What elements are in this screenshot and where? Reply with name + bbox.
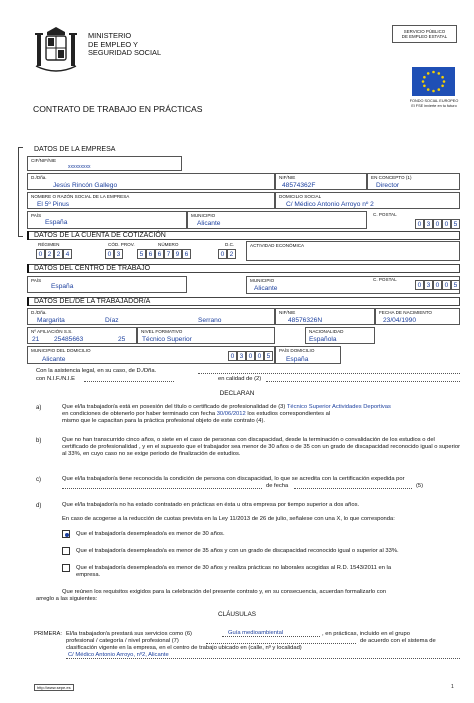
cotizacion-digit: 6 bbox=[155, 249, 164, 259]
cp-digit: 0 bbox=[433, 280, 442, 290]
item-b-text: Que no han transcurrido cinco años, o siete en el caso de personas con discapacidad, desde la terminación o convalidación de los estudios o del certificado de profesionalidad , y en el supuesto que el trabajador sea menor de 30 años o de 35 con un grado de discapacidad reconocido igual o superior al 33%, en cuyo caso no se exige periodo de finalización de estudios. bbox=[62, 437, 460, 458]
empresa-domicilio-field[interactable]: DOMICILIO SOCIAL C/ Médico Antonio Arroyo nº 2 bbox=[275, 192, 460, 209]
page-title: CONTRATO DE TRABAJO EN PRÁCTICAS bbox=[33, 104, 203, 114]
cotizacion-digit: 6 bbox=[182, 249, 191, 259]
sepe-badge: SERVICIO PÚBLICO DE EMPLEO ESTATAL bbox=[392, 25, 457, 43]
trabajador-afiliacion-field[interactable]: Nº AFILIACIÓN S.S. 21 25485663 25 bbox=[27, 327, 137, 344]
cotizacion-digit: 6 bbox=[146, 249, 155, 259]
cotizacion-digit: 0 bbox=[218, 249, 227, 259]
cp-digit: 0 bbox=[442, 219, 451, 229]
centro-cp-label: C. POSTAL bbox=[373, 277, 397, 282]
cp-digit: 3 bbox=[237, 351, 246, 361]
declaran-heading: DECLARAN bbox=[219, 390, 255, 397]
cotizacion-digit: 5 bbox=[137, 249, 146, 259]
trabajador-dona-field[interactable]: D./Dña. Margarita Díaz Serrano bbox=[27, 308, 275, 325]
option-1-text: Que el trabajador/a desempleado/a es menor de 30 años. bbox=[76, 531, 225, 537]
trabajador-nivel-field[interactable]: NIVEL FORMATIVO Técnico Superior bbox=[137, 327, 275, 344]
option-3-text: Que el trabajador/a desempleado/a es menor de 30 años y realiza prácticas no laborales acogidas al R.D. 1543/2011 en la empresa. bbox=[76, 565, 392, 579]
cif-field[interactable]: CIF/NIF/NIE xxxxxxxxx bbox=[27, 156, 182, 171]
cod-prov-label: CÓD. PROV. bbox=[108, 242, 135, 247]
reunen-text: Que reúnen los requisitos exigidos para la celebración del presente contrato y, en su consecuencia, acuerdan formalizarlo con arreglo a las siguientes: bbox=[36, 589, 387, 603]
item-d-text: Que el/la trabajador/a no ha estado contratado en prácticas en ésta u otra empresa por tiempo superior a dos años. bbox=[62, 502, 360, 508]
section-cotizacion: DATOS DE LA CUENTA DE COTIZACIÓN bbox=[27, 231, 460, 240]
footer-url-box[interactable]: http://www.sepe.es bbox=[34, 684, 74, 691]
cotizacion-digit: 2 bbox=[45, 249, 54, 259]
trabajador-nif-field[interactable]: NIF/NIE 48576326N bbox=[275, 308, 375, 325]
coat-of-arms-icon bbox=[33, 26, 79, 74]
trabajador-nacionalidad-field[interactable]: NACIONALIDAD Española bbox=[305, 327, 375, 344]
empresa-nif-field[interactable]: NIF/NIE 48574362F bbox=[275, 173, 367, 190]
cotizacion-digit: 9 bbox=[173, 249, 182, 259]
page-number: 1 bbox=[451, 684, 454, 690]
option-2-text: Que el trabajador/a desempleado/a es menor de 35 años y con un grado de discapacidad reconocido igual o superior al 33%. bbox=[76, 548, 399, 554]
empresa-left-bracket bbox=[18, 147, 23, 237]
clausulas-heading: CLÁUSULAS bbox=[217, 611, 256, 618]
section-centro: DATOS DEL CENTRO DE TRABAJO bbox=[27, 264, 460, 273]
fse-caption: FONDO SOCIAL EUROPEO El FSE invierte en tu futuro bbox=[409, 99, 459, 108]
item-c-text: Que el/la trabajador/a tiene reconocida la condición de persona con discapacidad, lo que se acredita con la certificación expedida por de fecha (5) bbox=[62, 476, 424, 490]
cp-digit: 0 bbox=[228, 351, 237, 361]
actividad-field[interactable]: ACTIVIDAD ECONÓMICA bbox=[246, 241, 460, 261]
centro-municipio-field[interactable]: MUNICIPIO Alicante bbox=[246, 276, 460, 294]
empresa-dona-field[interactable]: D./Dña. Jesús Rincón Gallego bbox=[27, 173, 275, 190]
item-a-text: Que el/la trabajador/a está en posesión del título o certificado de profesionalidad de (3) Técnico Superior Actividades Deportivas en condiciones de obtenerlo por haber terminado con fecha 30/06/2012 los estudios correspondientes al mismo que le capacitan para la práctica profesional objeto de este contrato (4). bbox=[62, 404, 391, 425]
checkbox-checked-dot bbox=[65, 533, 69, 537]
cp-digit: 0 bbox=[415, 280, 424, 290]
empresa-cp-label: C. POSTAL bbox=[373, 212, 397, 217]
cp-digit: 3 bbox=[424, 280, 433, 290]
section-empresa: DATOS DE LA EMPRESA bbox=[27, 146, 460, 155]
dc-label: D.C. bbox=[225, 242, 235, 247]
cotizacion-digit: 4 bbox=[63, 249, 72, 259]
centro-pais-field[interactable]: PAÍS España bbox=[27, 276, 187, 293]
item-c-letter: c) bbox=[36, 477, 41, 483]
cp-digit: 5 bbox=[264, 351, 273, 361]
cp-digit: 5 bbox=[451, 280, 460, 290]
empresa-razon-field[interactable]: NOMBRE O RAZÓN SOCIAL DE LA EMPRESA El 5º Pinus bbox=[27, 192, 275, 209]
cotizacion-digit: 0 bbox=[105, 249, 114, 259]
eu-flag-icon bbox=[412, 67, 455, 96]
cp-digit: 0 bbox=[255, 351, 264, 361]
cp-digit: 0 bbox=[246, 351, 255, 361]
empresa-concepto-field[interactable]: EN CONCEPTO (1) Director bbox=[367, 173, 460, 190]
cp-digit: 0 bbox=[415, 219, 424, 229]
regimen-label: RÉGIMEN bbox=[38, 242, 60, 247]
option-3-checkbox[interactable] bbox=[62, 564, 70, 572]
cp-digit: 5 bbox=[451, 219, 460, 229]
reduccion-text: En caso de acogerse a la reducción de cuotas prevista en la Ley 11/2013 de 26 de julio, señalese con una X, lo que corresponda: bbox=[62, 516, 395, 522]
cotizacion-digit: 7 bbox=[164, 249, 173, 259]
ministry-name: MINISTERIO DE EMPLEO Y SEGURIDAD SOCIAL bbox=[88, 31, 162, 58]
empresa-municipio-field[interactable]: MUNICIPIO Alicante bbox=[187, 211, 367, 229]
option-2-checkbox[interactable] bbox=[62, 547, 70, 555]
section-trabajador: DATOS DEL/DE LA TRABAJADOR/A bbox=[27, 297, 460, 306]
trabajador-municipio-field[interactable]: MUNICIPIO DEL DOMICILIO Alicante bbox=[27, 346, 275, 364]
option-1-checkbox[interactable] bbox=[62, 530, 70, 538]
empresa-pais-field[interactable]: PAÍS España bbox=[27, 211, 187, 229]
asistencia-line: Con la asistencia legal, en su caso, de D./Dña. bbox=[36, 368, 460, 375]
item-a-letter: a) bbox=[36, 405, 42, 411]
item-b-letter: b) bbox=[36, 438, 42, 444]
cotizacion-digit: 2 bbox=[54, 249, 63, 259]
numero-label: NÚMERO bbox=[158, 242, 179, 247]
item-d-letter: d) bbox=[36, 503, 42, 509]
primera-label: PRIMERA: bbox=[34, 631, 63, 637]
trabajador-nacimiento-field[interactable]: FECHA DE NACIMIENTO 23/04/1990 bbox=[375, 308, 460, 325]
cp-digit: 0 bbox=[442, 280, 451, 290]
cotizacion-digit: 0 bbox=[36, 249, 45, 259]
cp-digit: 0 bbox=[433, 219, 442, 229]
primera-text: El/la trabajador/a prestará sus servicios como (6) Guía medioambiental , en prácticas, incluido en el grupo profesional / categoría / nivel profesional (7) de acuerdo con el sistema de clasificación vigente en la empresa, en el centro de trabajo ubicado en (calle, nº y localidad) C/ Médico Antonio Arroyo, nº2, Alicante bbox=[66, 631, 460, 660]
nif-line: con N.I.F./N.I.E en calidad de (2) bbox=[36, 376, 460, 383]
cotizacion-digit: 3 bbox=[114, 249, 123, 259]
cotizacion-digit: 2 bbox=[227, 249, 236, 259]
trabajador-pais-dom-field[interactable]: PAÍS DOMICILIO España bbox=[275, 346, 341, 364]
cp-digit: 3 bbox=[424, 219, 433, 229]
